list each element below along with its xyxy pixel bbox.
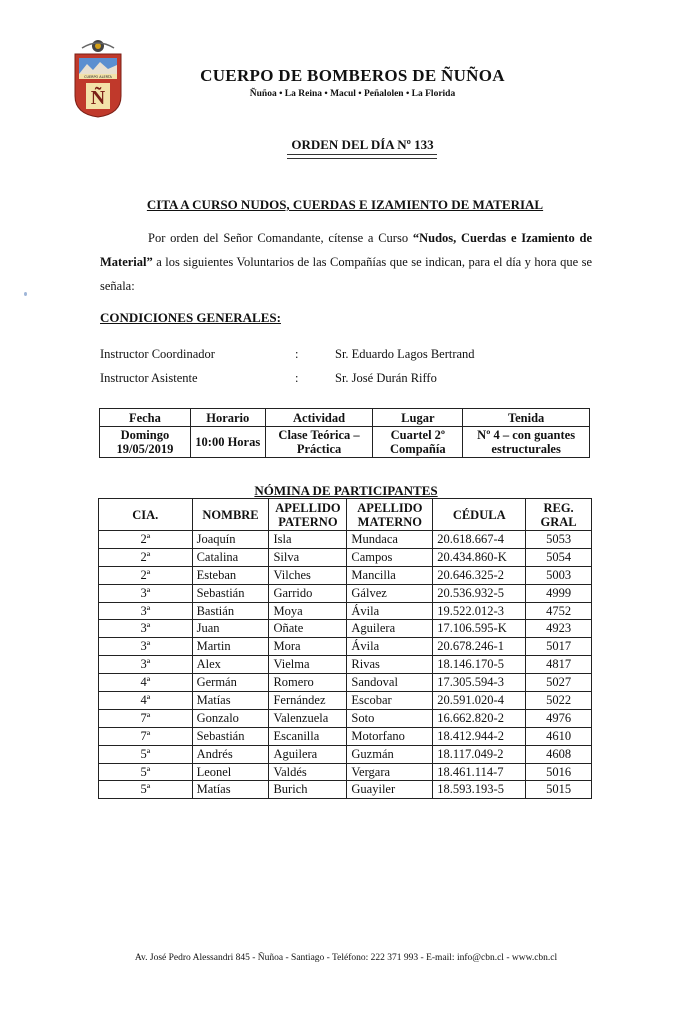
cell-apellido-paterno: Escanilla [269,727,347,745]
instructor-assistant-label: Instructor Asistente [100,371,198,385]
participants-header-row [99,499,592,531]
header-fecha: Fecha [100,409,191,427]
table-row [99,566,592,584]
cell-apellido-paterno: Oñate [269,620,347,638]
paterno-line1: APELLIDO [275,500,341,515]
participants-title: NÓMINA DE PARTICIPANTES [254,483,438,498]
cell-cedula: 20.678.246-1 [433,638,526,656]
cell-tenida [463,427,590,458]
cell-nombre: Esteban [192,566,269,584]
cell-nombre: Sebastián [192,727,269,745]
cell-reg-gral: 4610 [526,727,592,745]
cell-cedula: 20.591.020-4 [433,692,526,710]
cell-cia: 2ª [99,531,193,549]
paragraph-rest: a los siguientes Voluntarios de las Compañías que se indican, para el día y hora que se señala: [100,255,592,293]
cell-cedula: 20.434.860-K [433,548,526,566]
cell-cedula: 18.146.170-5 [433,656,526,674]
cell-cedula: 16.662.820-2 [433,709,526,727]
cell-apellido-paterno: Moya [269,602,347,620]
cell-apellido-materno: Guayiler [347,781,433,799]
cell-cia: 3ª [99,584,193,602]
conditions-title: CONDICIONES GENERALES: [100,310,281,325]
cell-reg-gral: 4752 [526,602,592,620]
table-row [99,584,592,602]
paragraph-intro: Por orden del Señor Comandante, cítense a Curso [148,231,413,245]
cell-nombre: Catalina [192,548,269,566]
tenida-line1: Nº 4 – con guantes [477,428,576,442]
reg-line2: GRAL [540,514,577,529]
actividad-line2: Práctica [296,442,342,456]
cell-apellido-paterno: Aguilera [269,745,347,763]
schedule-table [99,408,590,458]
cell-cia: 3ª [99,620,193,638]
cell-apellido-paterno: Valdés [269,763,347,781]
cell-cia: 7ª [99,727,193,745]
cell-apellido-materno: Guzmán [347,745,433,763]
table-row [99,763,592,781]
cell-apellido-paterno: Isla [269,531,347,549]
cell-nombre: Germán [192,674,269,692]
cell-apellido-paterno: Silva [269,548,347,566]
cell-reg-gral: 5027 [526,674,592,692]
cell-apellido-materno: Soto [347,709,433,727]
cell-apellido-materno: Ávila [347,638,433,656]
cell-cia: 4ª [99,674,193,692]
cell-nombre: Joaquín [192,531,269,549]
table-row [99,709,592,727]
cell-apellido-materno: Motorfano [347,727,433,745]
header-cedula: CÉDULA [433,499,526,531]
instructor-assistant-name: Sr. José Durán Riffo [335,371,437,385]
cell-cedula: 20.536.932-5 [433,584,526,602]
cell-cia: 5ª [99,745,193,763]
cell-cia: 2ª [99,548,193,566]
cell-apellido-paterno: Vielma [269,656,347,674]
cell-reg-gral: 4608 [526,745,592,763]
cell-reg-gral: 4923 [526,620,592,638]
cell-apellido-paterno: Romero [269,674,347,692]
table-row [99,602,592,620]
order-title: ORDEN DEL DÍA Nº 133 [291,137,434,152]
cell-apellido-paterno: Fernández [269,692,347,710]
header-horario: Horario [190,409,265,427]
schedule-row [100,427,590,458]
cell-apellido-paterno: Garrido [269,584,347,602]
cell-apellido-materno: Mancilla [347,566,433,584]
cell-nombre: Gonzalo [192,709,269,727]
header-reg-gral [526,499,592,531]
cell-cedula: 17.106.595-K [433,620,526,638]
course-name: “Nudos, Cuerdas e Izamiento de Material” [100,231,592,269]
cell-cedula: 18.412.944-2 [433,727,526,745]
table-row [99,531,592,549]
header-actividad: Actividad [265,409,373,427]
cell-nombre: Matías [192,781,269,799]
colon: : [295,347,299,361]
cell-cia: 4ª [99,692,193,710]
table-row [99,638,592,656]
subject-paragraph [100,226,592,298]
lugar-line2: Compañía [390,442,446,456]
cell-apellido-materno: Mundaca [347,531,433,549]
table-row [99,674,592,692]
instructor-coordinator-name: Sr. Eduardo Lagos Bertrand [335,347,475,361]
table-row [99,781,592,799]
cell-apellido-paterno: Valenzuela [269,709,347,727]
cell-cia: 5ª [99,763,193,781]
organization-name: CUERPO DE BOMBEROS DE ÑUÑOA [200,66,505,85]
cell-reg-gral: 5016 [526,763,592,781]
cell-cedula: 18.117.049-2 [433,745,526,763]
fecha-day: Domingo [120,428,170,442]
organization-communes: Ñuñoa • La Reina • Macul • Peñalolen • La Florida [249,89,456,99]
materno-line1: APELLIDO [357,500,423,515]
cell-nombre: Matías [192,692,269,710]
table-row [99,745,592,763]
table-row [99,727,592,745]
participants-table [98,498,592,799]
header-cia: CIA. [99,499,193,531]
cell-reg-gral: 4817 [526,656,592,674]
cell-nombre: Martin [192,638,269,656]
table-row [99,692,592,710]
actividad-line1: Clase Teórica – [278,428,360,442]
cell-cia: 3ª [99,656,193,674]
cell-cia: 5ª [99,781,193,799]
footer-contact: Av. José Pedro Alessandri 845 - Ñuñoa - Santiago - Teléfono: 222 371 993 - E-mail: info@cbn.cl - www.cbn.cl [134,953,558,963]
header-tenida: Tenida [463,409,590,427]
cell-cedula: 17.305.594-3 [433,674,526,692]
logo-letter: Ñ [90,87,106,109]
cell-apellido-materno: Vergara [347,763,433,781]
colon: : [295,371,299,385]
cell-cedula: 18.461.114-7 [433,763,526,781]
cell-nombre: Andrés [192,745,269,763]
cell-fecha [100,427,191,458]
reg-line1: REG. [543,500,574,515]
cell-reg-gral: 5003 [526,566,592,584]
cell-reg-gral: 4999 [526,584,592,602]
header-nombre: NOMBRE [192,499,269,531]
cell-apellido-materno: Campos [347,548,433,566]
cell-reg-gral: 4976 [526,709,592,727]
cell-lugar [373,427,463,458]
materno-line2: MATERNO [357,514,423,529]
cell-apellido-materno: Aguilera [347,620,433,638]
lugar-line1: Cuartel 2º [390,428,446,442]
cell-actividad [265,427,373,458]
cell-apellido-paterno: Vilches [269,566,347,584]
cell-nombre: Sebastián [192,584,269,602]
cell-reg-gral: 5022 [526,692,592,710]
instructor-coordinator-label: Instructor Coordinador [100,347,215,361]
order-title-rule [287,154,437,159]
cell-cia: 2ª [99,566,193,584]
table-row [99,548,592,566]
logo-banner-text: CUERPO ALERTA [84,75,112,79]
paterno-line2: PATERNO [278,514,338,529]
cell-cia: 7ª [99,709,193,727]
cell-apellido-paterno: Burich [269,781,347,799]
cell-reg-gral: 5054 [526,548,592,566]
header-apellido-materno [347,499,433,531]
cell-reg-gral: 5015 [526,781,592,799]
table-row [99,620,592,638]
participants-body [99,531,592,799]
cell-reg-gral: 5053 [526,531,592,549]
cell-cedula: 20.646.325-2 [433,566,526,584]
cell-horario: 10:00 Horas [190,427,265,458]
schedule-header-row [100,409,590,427]
header-lugar: Lugar [373,409,463,427]
cell-cedula: 19.522.012-3 [433,602,526,620]
tenida-line2: estructurales [491,442,561,456]
header-apellido-paterno [269,499,347,531]
cell-nombre: Alex [192,656,269,674]
cell-apellido-materno: Gálvez [347,584,433,602]
cell-apellido-paterno: Mora [269,638,347,656]
cell-nombre: Bastián [192,602,269,620]
cell-nombre: Leonel [192,763,269,781]
subject-title: CITA A CURSO NUDOS, CUERDAS E IZAMIENTO DE MATERIAL [146,197,544,212]
cell-apellido-materno: Ávila [347,602,433,620]
cell-reg-gral: 5017 [526,638,592,656]
cell-cia: 3ª [99,602,193,620]
cell-apellido-materno: Escobar [347,692,433,710]
cell-apellido-materno: Sandoval [347,674,433,692]
cell-nombre: Juan [192,620,269,638]
cell-cedula: 20.618.667-4 [433,531,526,549]
cell-apellido-materno: Rivas [347,656,433,674]
scan-speck [24,292,27,296]
cell-cia: 3ª [99,638,193,656]
fecha-date: 19/05/2019 [116,442,174,456]
cell-cedula: 18.593.193-5 [433,781,526,799]
table-row [99,656,592,674]
